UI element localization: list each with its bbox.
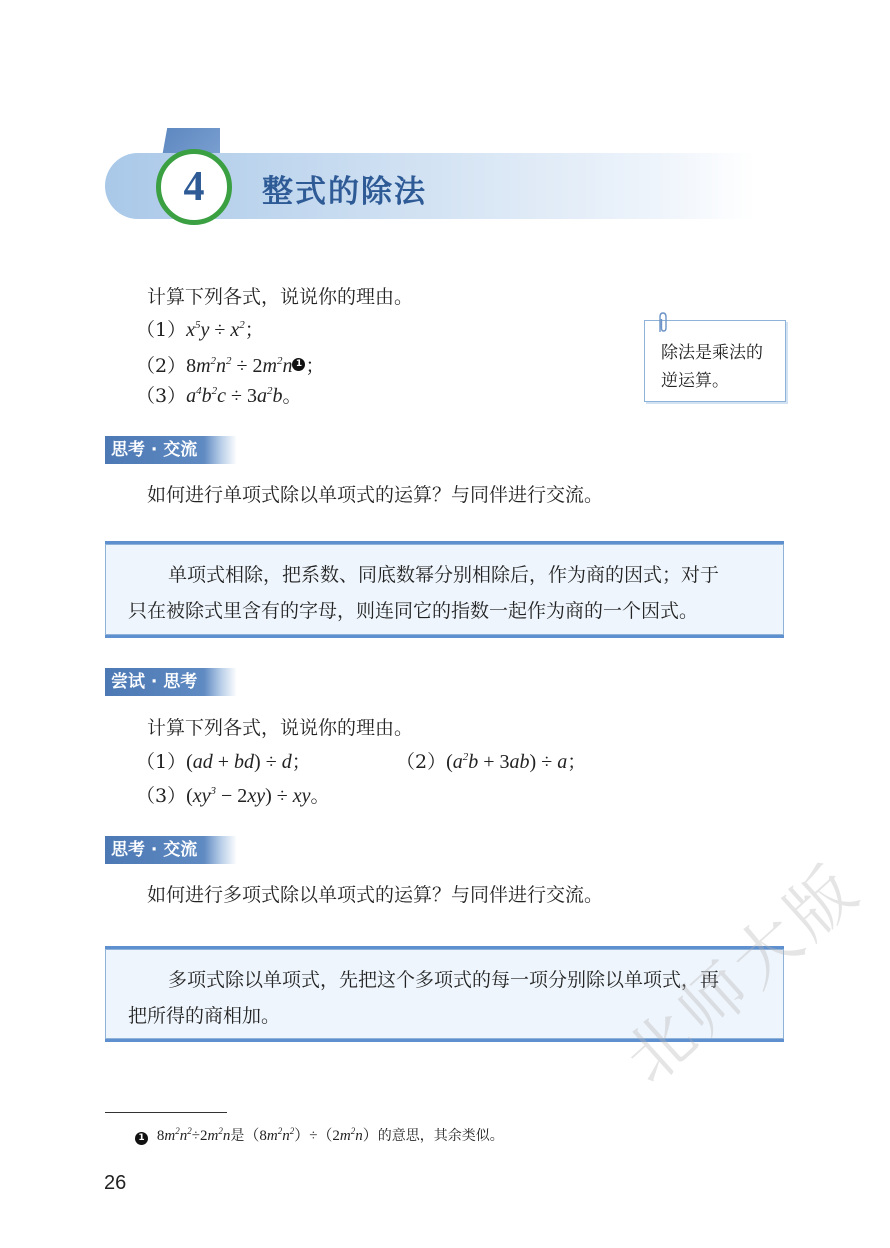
intro-item-3: $(3)a^4b^2c \div 3a^2b$。 <box>136 385 302 407</box>
think-question-2: 如何进行多项式除以单项式的运算？与同伴进行交流。 <box>147 884 604 906</box>
formula: (ad + bd) ÷ d <box>186 751 292 773</box>
page-number: 26 <box>104 1172 127 1194</box>
think-discuss-label-1: 思考 · 交流 <box>105 436 237 464</box>
footnote <box>135 1124 504 1145</box>
think-discuss-label-2: 思考 · 交流 <box>105 836 237 864</box>
side-note-line-2: 逆运算。 <box>661 371 729 391</box>
rule-2-line-2: 把所得的商相加。 <box>128 1005 281 1027</box>
item-index: （2） <box>136 355 187 377</box>
item-index: （3） <box>136 785 187 807</box>
think-question-1: 如何进行单项式除以单项式的运算？与同伴进行交流。 <box>147 484 604 506</box>
item-index: （1） <box>136 751 187 773</box>
box-bottom-border <box>105 635 784 638</box>
rule-1-line-1: 单项式相除，把系数、同底数幂分别相除后，作为商的因式；对于 <box>168 564 720 586</box>
rule-2-line-1: 多项式除以单项式，先把这个多项式的每一项分别除以单项式，再 <box>168 969 720 991</box>
watermark: 北师大版 <box>610 848 876 1099</box>
formula: $(xy^3 - 2xy)$ ÷ xy <box>186 785 311 807</box>
item-index: （2） <box>396 751 447 773</box>
footnote-is: 是 <box>230 1128 245 1144</box>
section-title: 整式的除法 <box>262 174 427 210</box>
try-item-3: $(3)(xy^3 - 2xy)$ ÷ xy。 <box>136 785 330 807</box>
item-index: （3） <box>136 385 187 407</box>
paperclip-icon <box>657 312 667 334</box>
try-think-label: 尝试 · 思考 <box>105 668 237 696</box>
formula: $8m^2n^2 \div 2m^2n$ <box>186 355 293 377</box>
section-number-badge <box>156 149 232 225</box>
footnote-marker-icon: 1 <box>292 358 305 371</box>
formula: $x^5y \div x^2$ <box>186 319 245 341</box>
intro-item-1: $(1)x^5y \div x^2$； <box>136 319 264 341</box>
footnote-marker-icon: 1 <box>135 1132 148 1145</box>
intro-prompt: 计算下列各式，说说你的理由。 <box>147 286 414 308</box>
rule-1-line-2: 只在被除式里含有的字母，则连同它的指数一起作为商的一个因式。 <box>128 600 699 622</box>
footnote-meaning: 的意思，其余类似。 <box>377 1128 504 1144</box>
footnote-divider <box>105 1112 227 1113</box>
formula: $a^4b^2c \div 3a^2b$ <box>186 385 283 407</box>
try-item-1: （1）(ad + bd) ÷ d； <box>136 751 311 773</box>
footnote-formula: $8m^2n^2\div 2m^2n$ <box>156 1126 231 1144</box>
intro-item-2: $(2)8m^2n^2 \div 2m^2n$ 1 ； <box>136 355 325 377</box>
item-index: （1） <box>136 319 187 341</box>
footnote-formula-expanded: $(8m^2n^2)\div(2m^2n)$ <box>244 1126 378 1144</box>
formula: $(a^2b + 3ab) \div a$ <box>446 751 568 773</box>
side-note-line-1: 除法是乘法的 <box>661 343 763 363</box>
try-item-2: $(2)(a^2b + 3ab) \div a$； <box>396 751 587 773</box>
try-prompt: 计算下列各式，说说你的理由。 <box>147 717 414 739</box>
section-number: 4 <box>183 164 205 210</box>
side-note-text <box>661 339 763 395</box>
box-body <box>105 544 784 635</box>
rule-box-1 <box>105 541 784 638</box>
